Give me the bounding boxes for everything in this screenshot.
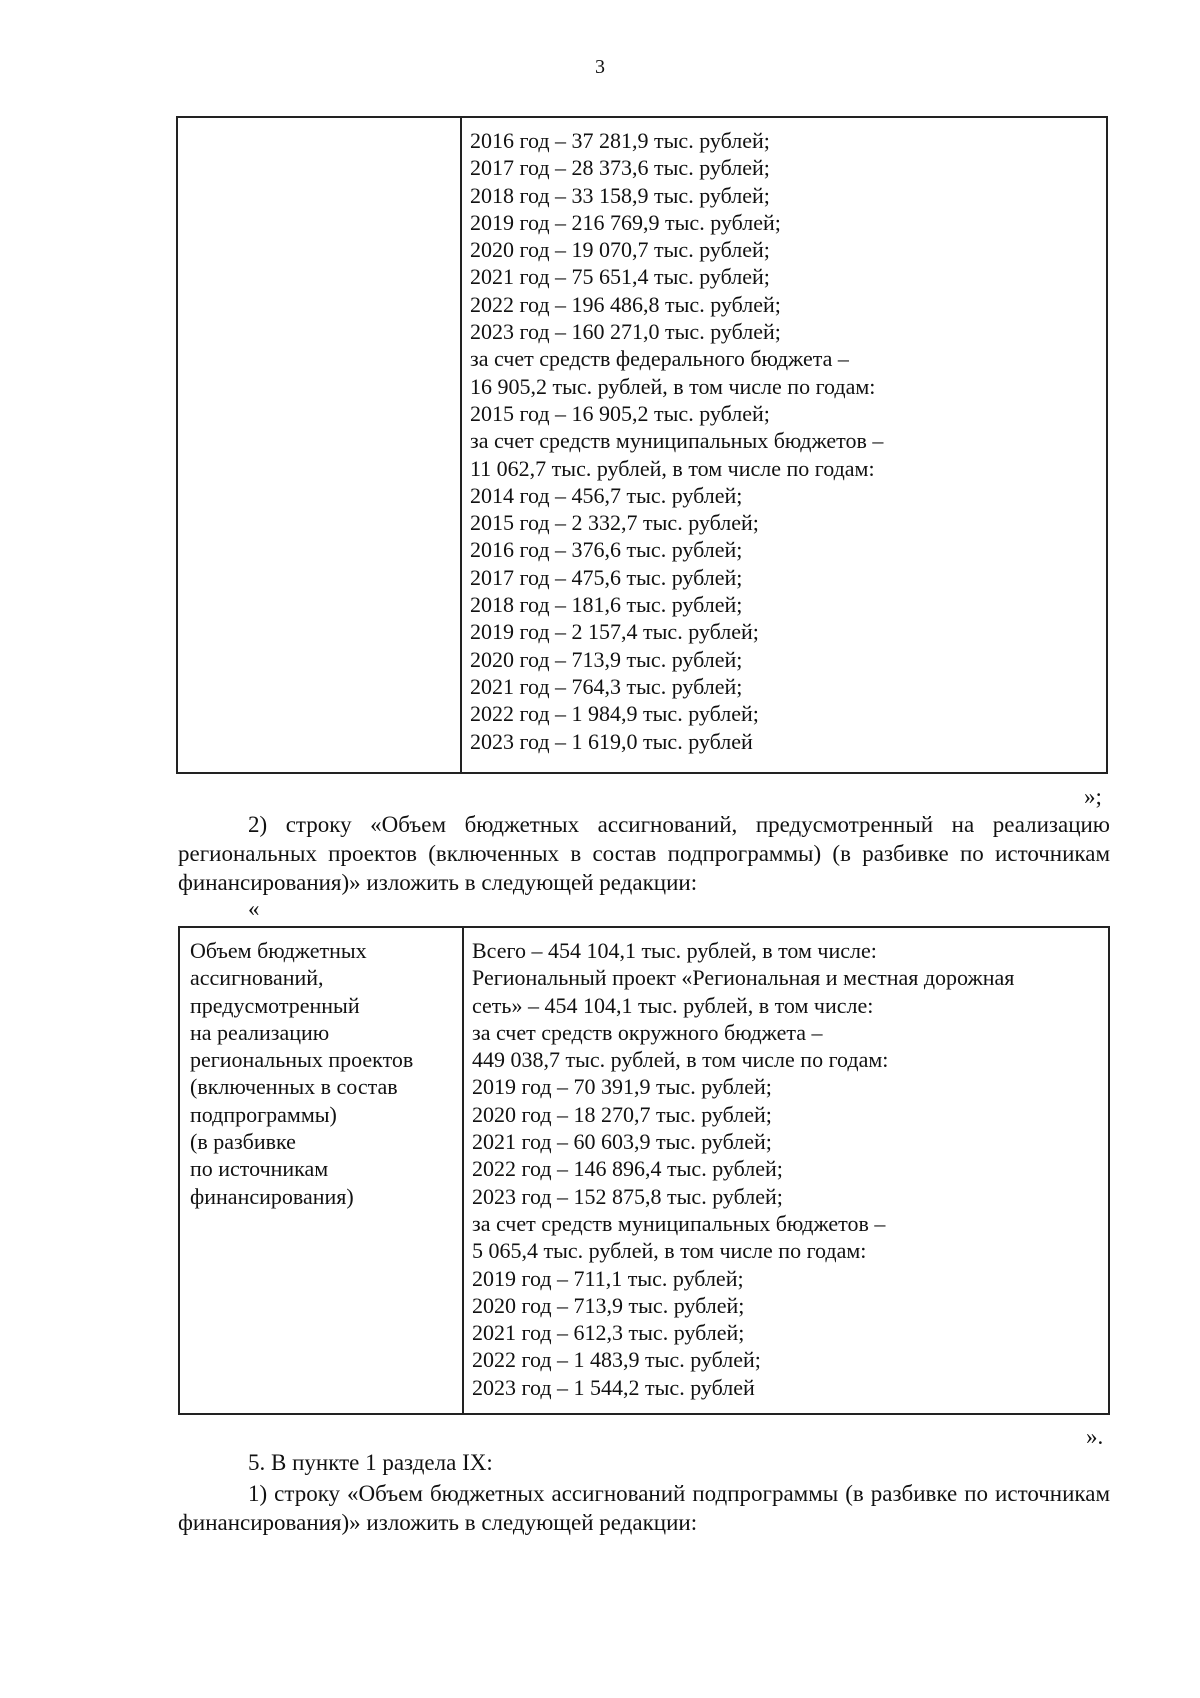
table-line: подпрограммы) [190, 1101, 337, 1127]
table-line: 2022 год – 1 483,9 тыс. рублей; [472, 1347, 761, 1373]
closing-quote-semicolon: »; [1084, 784, 1102, 809]
table-line: 2017 год – 28 373,6 тыс. рублей; [470, 155, 770, 181]
table-line: по источникам [190, 1156, 329, 1182]
table-line: 2021 год – 75 651,4 тыс. рублей; [470, 264, 770, 290]
table-line: за счет средств муниципальных бюджетов – [470, 428, 884, 454]
table-line: 2021 год – 612,3 тыс. рублей; [472, 1320, 745, 1346]
table-line: региональных проектов [190, 1047, 414, 1073]
table-line: 2016 год – 376,6 тыс. рублей; [470, 537, 743, 563]
regional-projects-table [178, 926, 1110, 1415]
opening-quote: « [248, 896, 260, 921]
table-line: 2020 год – 713,9 тыс. рублей; [472, 1292, 745, 1318]
table-line: 2020 год – 713,9 тыс. рублей; [470, 646, 743, 672]
closing-quote-period: ». [1086, 1424, 1104, 1449]
table-line: 2019 год – 711,1 тыс. рублей; [472, 1265, 744, 1291]
table-line: 16 905,2 тыс. рублей, в том числе по годам: [470, 373, 876, 399]
table-line: (в разбивке [190, 1129, 296, 1155]
table-line: 2023 год – 152 875,8 тыс. рублей; [472, 1183, 783, 1209]
section-5-heading: 5. В пункте 1 раздела IX: [248, 1450, 493, 1475]
table-line: 2018 год – 181,6 тыс. рублей; [470, 592, 743, 618]
table-right-cell [470, 127, 1100, 755]
table-column-divider [460, 118, 462, 772]
table-line: 2019 год – 216 769,9 тыс. рублей; [470, 209, 781, 235]
table-line: 2015 год – 16 905,2 тыс. рублей; [470, 400, 770, 426]
table-line: 2023 год – 1 544,2 тыс. рублей [472, 1374, 755, 1400]
table-line: 2019 год – 70 391,9 тыс. рублей; [472, 1074, 772, 1100]
table-line: 2022 год – 146 896,4 тыс. рублей; [472, 1156, 783, 1182]
table-line: 2015 год – 2 332,7 тыс. рублей; [470, 510, 759, 536]
table-line: ассигнований, [190, 965, 324, 991]
table-line: 2022 год – 196 486,8 тыс. рублей; [470, 291, 781, 317]
table-line: 11 062,7 тыс. рублей, в том числе по годам: [470, 455, 875, 481]
table-line: 2023 год – 1 619,0 тыс. рублей [470, 728, 753, 754]
table-line: 449 038,7 тыс. рублей, в том числе по годам: [472, 1047, 889, 1073]
table-line: 2022 год – 1 984,9 тыс. рублей; [470, 701, 759, 727]
table-line: предусмотренный [190, 992, 360, 1018]
table-line: 2021 год – 60 603,9 тыс. рублей; [472, 1129, 772, 1155]
table-line: Региональный проект «Региональная и местная дорожная [472, 965, 1015, 991]
table-left-cell [190, 937, 440, 1210]
table-line: на реализацию [190, 1019, 330, 1045]
table-line: Объем бюджетных [190, 938, 367, 963]
table-line: 2021 год – 764,3 тыс. рублей; [470, 673, 743, 699]
table-line: сеть» – 454 104,1 тыс. рублей, в том числе: [472, 992, 874, 1018]
budget-table-continuation [176, 116, 1108, 774]
table-line: за счет средств муниципальных бюджетов – [472, 1210, 886, 1236]
table-line: 2016 год – 37 281,9 тыс. рублей; [470, 128, 770, 153]
table-line: Всего – 454 104,1 тыс. рублей, в том числе: [472, 938, 877, 963]
table-line: 2018 год – 33 158,9 тыс. рублей; [470, 182, 770, 208]
table-right-cell [472, 937, 1102, 1401]
page-number: 3 [595, 56, 605, 78]
table-line: за счет средств федерального бюджета – [470, 346, 849, 372]
table-line: 2020 год – 19 070,7 тыс. рублей; [470, 237, 770, 263]
paragraph-item-2: 2) строку «Объем бюджетных ассигнований, предусмотренный на реализацию региональных проектов (включенных в состав подпрограммы) (в разбивке по источникам финансирования)» изложить в следующей редакции: [178, 812, 1110, 895]
table-line: 5 065,4 тыс. рублей, в том числе по годам: [472, 1238, 867, 1264]
table-line: 2020 год – 18 270,7 тыс. рублей; [472, 1101, 772, 1127]
table-line: 2019 год – 2 157,4 тыс. рублей; [470, 619, 759, 645]
table-line: финансирования) [190, 1183, 354, 1209]
table-line: 2023 год – 160 271,0 тыс. рублей; [470, 319, 781, 345]
table-line: (включенных в состав [190, 1074, 398, 1100]
table-column-divider [462, 928, 464, 1413]
section-5-item-1: 1) строку «Объем бюджетных ассигнований подпрограммы (в разбивке по источникам финансирования)» изложить в следующей редакции: [178, 1481, 1110, 1535]
table-line: 2014 год – 456,7 тыс. рублей; [470, 482, 743, 508]
table-line: за счет средств окружного бюджета – [472, 1019, 823, 1045]
table-line: 2017 год – 475,6 тыс. рублей; [470, 564, 743, 590]
